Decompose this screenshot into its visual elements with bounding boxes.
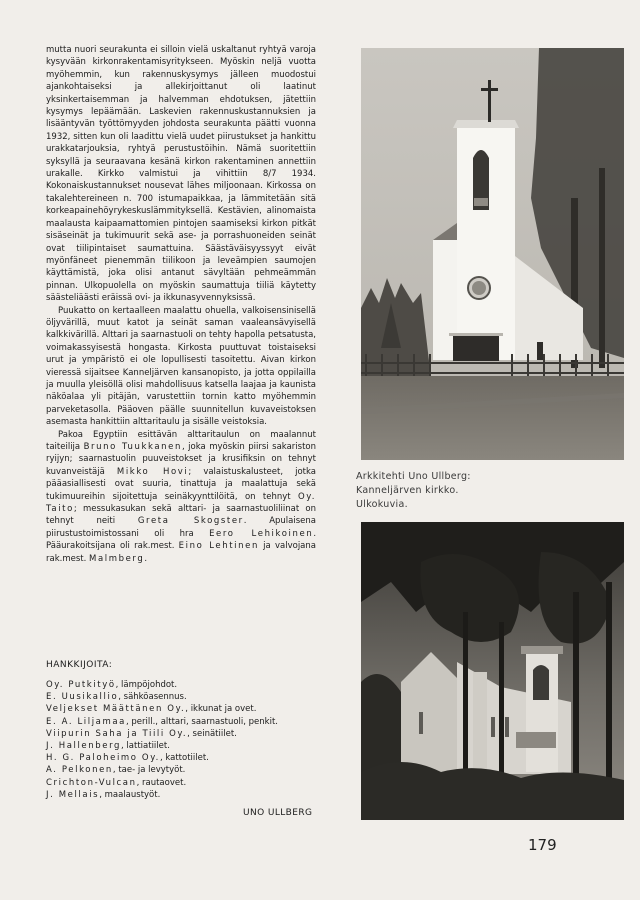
supplier-item — [46, 740, 326, 752]
supplier-role: , perill., alttari, saarnastuoli, penkit. — [125, 716, 278, 727]
p3-text: . Apulaisena piirustustoimistossani oli hra — [46, 516, 316, 539]
p3-name-lehtinen: Eino Lehtinen — [178, 541, 259, 552]
article-body — [46, 44, 316, 565]
p3-name-tuukkanen: Bruno Tuukkanen — [83, 442, 182, 452]
church-front-photo — [361, 48, 624, 460]
caption-line: Arkkitehti Uno Ullberg: — [356, 471, 471, 482]
p3-name-taito: Oy. Taito — [46, 491, 316, 515]
supplier-role: , tae- ja levytyöt. — [112, 765, 186, 776]
suppliers-heading: HANKKIJOITA: — [46, 660, 113, 670]
church-side-photo — [361, 522, 624, 820]
supplier-role: , lämpöjohdot. — [115, 680, 178, 690]
supplier-name: J. Hallenberg — [46, 741, 122, 752]
p3-text: , joka myöskin piirsi sakariston ryijyn; saarnastuolin puuveistokset ja krusifiksin on tehnyt kuvanveistäjä — [46, 442, 316, 477]
supplier-role: , ikkunat ja ovet. — [185, 704, 257, 715]
author-signature: UNO ULLBERG — [243, 808, 313, 818]
page-number: 179 — [528, 836, 557, 854]
supplier-role: , sähköasennus. — [118, 692, 187, 703]
p3-name-lehikoinen: Eero Lehikoinen — [209, 528, 314, 539]
p3-text: . — [144, 553, 148, 564]
p3-text: ; valaistuskalusteet, jotka pääasiallisesti ovat suuria, tinattuja ja maalattuja sekä tukimuureihin sijoitettuja seinäkyynttilöitä, on tehnyt — [46, 466, 316, 502]
supplier-name: E. Uusikallio — [46, 692, 119, 703]
supplier-item — [46, 777, 326, 789]
supplier-name: Veljekset Määttänen Oy. — [46, 704, 186, 715]
supplier-name: E. A. Liljamaa — [46, 716, 126, 727]
supplier-item — [46, 716, 326, 728]
supplier-name: A. Pelkonen — [46, 765, 113, 776]
supplier-item — [46, 728, 326, 740]
p3-name-hovi: Mikko Hovi — [116, 466, 189, 477]
p3-name-malmberg: Malmberg — [89, 553, 145, 564]
supplier-name: H. G. Paloheimo Oy. — [46, 753, 160, 764]
paragraph-3 — [46, 429, 316, 565]
supplier-name: Oy. Putkityö — [46, 680, 116, 690]
supplier-role: , lattiatiilet. — [121, 741, 170, 752]
supplier-item — [46, 752, 326, 764]
p3-name-skogster: Greta Skogster — [137, 516, 244, 527]
p3-text: . Pääurakoitsijana oli rak.mest. — [46, 528, 317, 552]
supplier-item — [46, 679, 326, 691]
supplier-name: Viipurin Saha ja Tiili Oy. — [46, 728, 188, 739]
p3-text: ja valvojana rak.mest. — [46, 541, 316, 564]
supplier-role: , seinätiilet. — [187, 728, 237, 739]
p3-text: ; messukasukan sekä alttari- ja saarnastuoliliinat on tehnyt neiti — [46, 504, 316, 527]
supplier-name: Crichton-Vulcan — [46, 777, 137, 788]
paragraph-2: Puukatto on kertaalleen maalattu ohuella, valkoisensinisellä öljyvärillä, muut katot ja seinät saman vaaleansävyisellä kalkkivärillä. Alttari ja saarnastuoli on tehty hapolla petsatusta, voimakassyisestä hongasta. Kirkosta puuttuvat toistaiseksi urut ja ympäristö ei ole lopullisesti tasoitettu. Aivan kirkon vieressä sijaitsee Kanneljärven kansanopisto, ja jotta oppilailla ja muulla yleisöllä olisi mahdollisuus katsella laajaa ja kaunista näköalaa yli pitäjän, varustettiin tornin katto myöhemmin parveketasolla. Pääoven päälle suunnitellun kuvaveistoksen asemasta hankittiin alttaritaulu ja sisälle veistoksia. — [46, 305, 316, 428]
p3-text: Pakoa Egyptiin esittävän alttaritaulun on maalannut taiteilija — [46, 429, 316, 452]
supplier-item — [46, 764, 326, 776]
photo-caption — [356, 470, 471, 512]
supplier-item — [46, 703, 326, 715]
supplier-role: , rautaovet. — [136, 777, 187, 788]
supplier-role: , maalaustyöt. — [99, 789, 161, 800]
supplier-name: J. Mellais — [46, 789, 100, 800]
supplier-role: , kattotiilet. — [159, 753, 209, 764]
supplier-item — [46, 691, 326, 703]
supplier-item — [46, 789, 326, 801]
suppliers-list — [46, 679, 326, 801]
caption-line: Ulkokuvia. — [356, 499, 408, 510]
paragraph-1: mutta nuori seurakunta ei silloin vielä uskaltanut ryhtyä varoja kysyvään kirkonrakentamisyritykseen. Myöskin neljä vuotta myöhemmin, kun rakennuskysymys jälleen muodostui ajankohtaiseksi ja allekirjoittanut oli laatinut yksinkertaisemman ja halvemman ehdotuksen, jätettiin kysymys lepäämään. Laskevien rakennuskustannuksien ja lisääntyvän työttömyyden johdosta seurakunta päätti vuonna 1932, sitten kun oli laadittu vielä uudet piirustukset ja hankittu urakkatarjouksia, ryhtyä perustustöihin. Nämä suoritettiin syksyllä ja seuraavana kesänä kirkon rakentaminen annettiin urakalle. Kirkko valmistui ja vihittiin 8/7 1934. Kokonaiskustannukset nousevat lähes miljoonaan. Kirkossa on takalehtereineen n. 700 istumapaikkaa, ja lämmitetään sitä korkeapainehöyrykeskuslämmityksellä. Kestävien, alinomaista maalausta kaipaamattomien pintojen saamiseksi kirkon pitkät sisäseinät ja tukimuurit sekä ase- ja porrashuoneiden seinät ovat tiilipintaiset saumattuina. Säästäväisyyssyyt eivät myönfäneet pienemmän tiilikoon ja leveämpien saumojen käyttämistä, joka olisi antanut sävyltään pehmeämmän pinnan. Ulkopuolella on myöskin saumattuja tiiliä käytetty säästeliäästi eräissä ovi- ja ikkunasyvennyksissä. — [46, 45, 316, 304]
caption-line: Kanneljärven kirkko. — [356, 485, 459, 496]
